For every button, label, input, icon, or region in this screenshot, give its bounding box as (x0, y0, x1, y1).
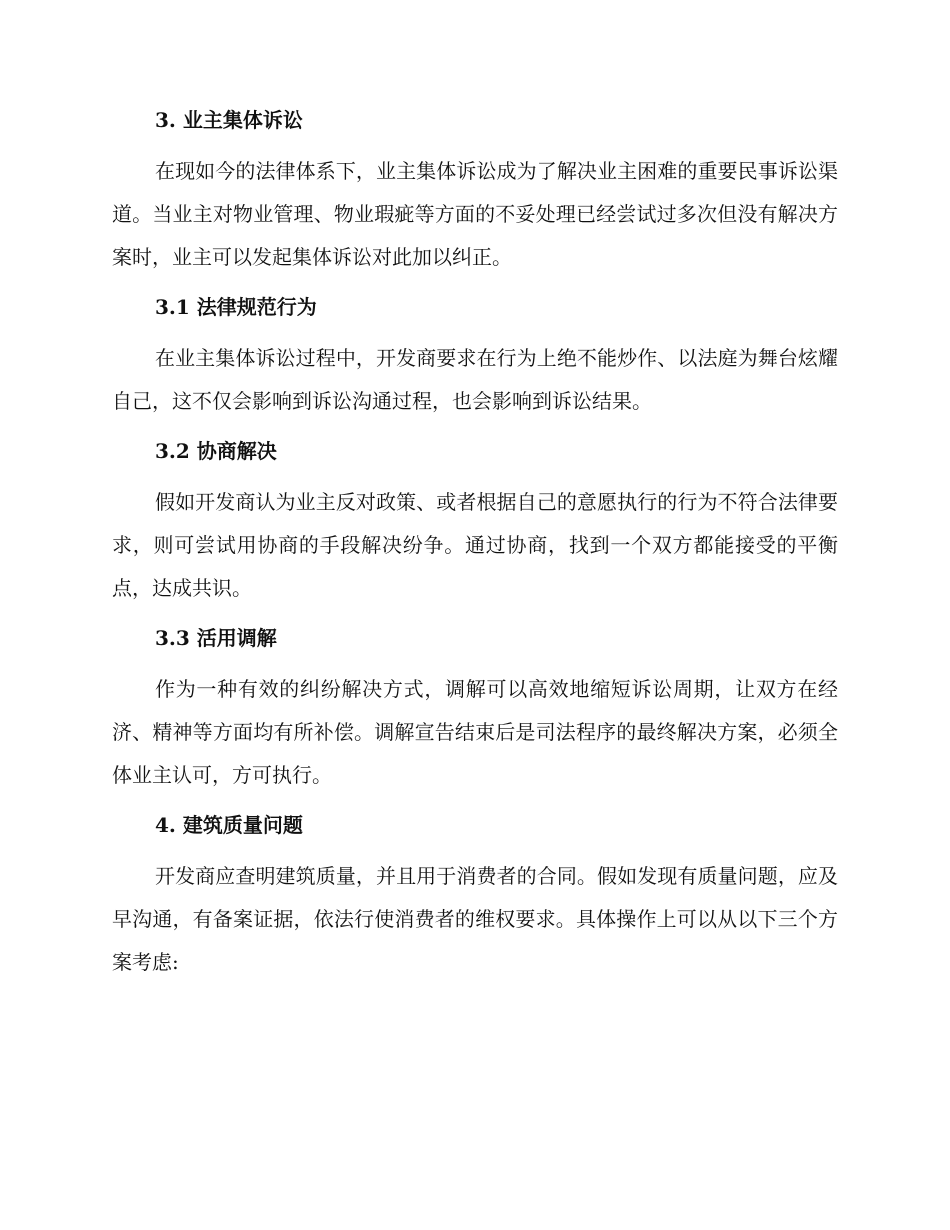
section-paragraph-3-2: 假如开发商认为业主反对政策、或者根据自己的意愿执行的行为不符合法律要求，则可尝试用协商的手段解决纷争。通过协商，找到一个双方都能接受的平衡点，达成共识。 (112, 490, 838, 600)
section-heading-4: 4. 建筑质量问题 (155, 813, 303, 837)
section-paragraph-3-1: 在业主集体诉讼过程中，开发商要求在行为上绝不能炒作、以法庭为舞台炫耀自己，这不仅会影响到诉讼沟通过程，也会影响到诉讼结果。 (112, 346, 838, 413)
section-heading-3-3: 3.3 活用调解 (155, 626, 277, 650)
section-heading-3-2: 3.2 协商解决 (155, 439, 277, 463)
section-heading-3: 3. 业主集体诉讼 (155, 108, 303, 132)
section-paragraph-4: 开发商应查明建筑质量，并且用于消费者的合同。假如发现有质量问题，应及早沟通，有备案证据，依法行使消费者的维权要求。具体操作上可以从以下三个方案考虑: (112, 864, 838, 974)
section-paragraph-3-3: 作为一种有效的纠纷解决方式，调解可以高效地缩短诉讼周期，让双方在经济、精神等方面均有所补偿。调解宣告结束后是司法程序的最终解决方案，必须全体业主认可，方可执行。 (112, 677, 838, 787)
section-paragraph-3: 在现如今的法律体系下，业主集体诉讼成为了解决业主困难的重要民事诉讼渠道。当业主对物业管理、物业瑕疵等方面的不妥处理已经尝试过多次但没有解决方案时，业主可以发起集体诉讼对此加以纠正。 (112, 159, 838, 269)
section-heading-3-1: 3.1 法律规范行为 (155, 295, 317, 319)
